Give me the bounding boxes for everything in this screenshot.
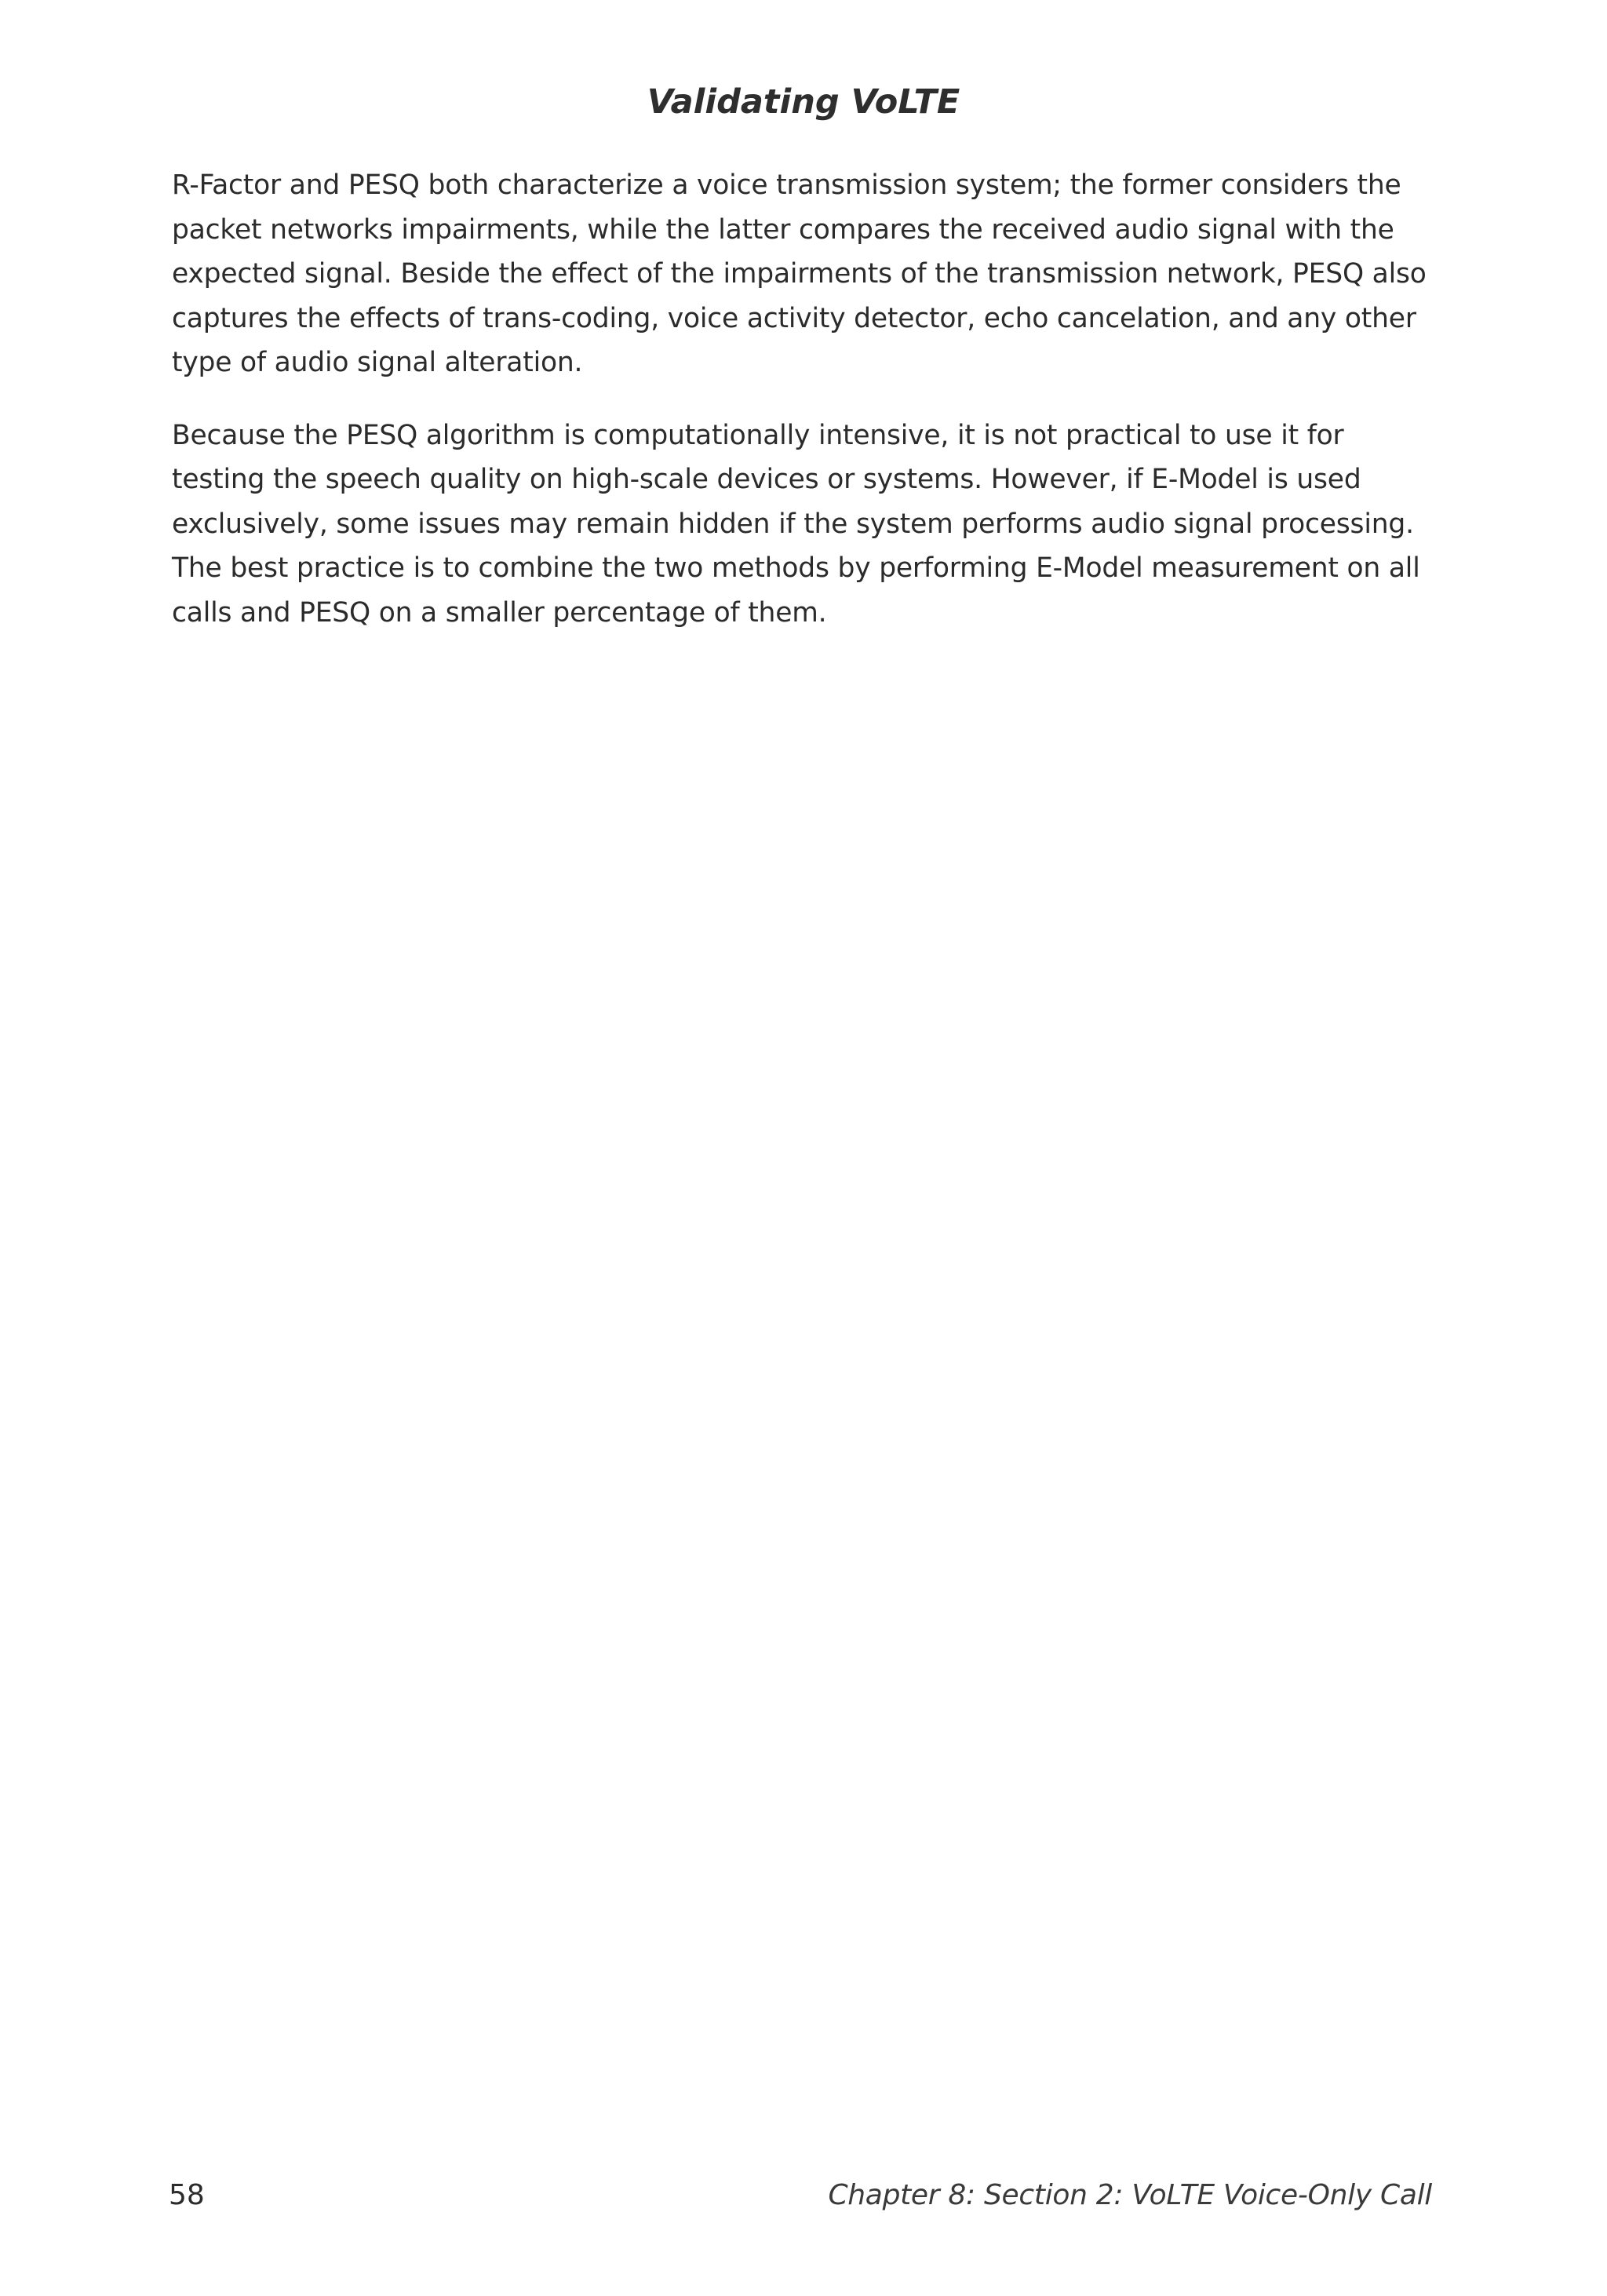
- page-title: Validating VoLTE: [647, 82, 960, 122]
- paragraph-1: R-Factor and PESQ both characterize a voice transmission system; the former considers the packet networks impairments, while the latter compares the received audio signal with the expected signal. Beside the effect of the impairments of the transmission network, PESQ also captures the effects of trans-coding, voice activity detector, echo cancelation, and any other type of audio signal alteration.: [172, 169, 1427, 378]
- page-footer: [169, 2172, 1432, 2219]
- body-text: [172, 163, 1443, 663]
- paragraph-2: Because the PESQ algorithm is computationally intensive, it is not practical to use it for testing the speech quality on high-scale devices or systems. However, if E-Model is used exclusively, some issues may remain hidden if the system performs audio signal processing. The best practice is to combine the two methods by performing E-Model measurement on all calls and PESQ on a smaller percentage of them.: [172, 419, 1420, 629]
- running-footer: Chapter 8: Section 2: VoLTE Voice-Only Call: [828, 2179, 1432, 2211]
- page-number: 58: [169, 2179, 205, 2211]
